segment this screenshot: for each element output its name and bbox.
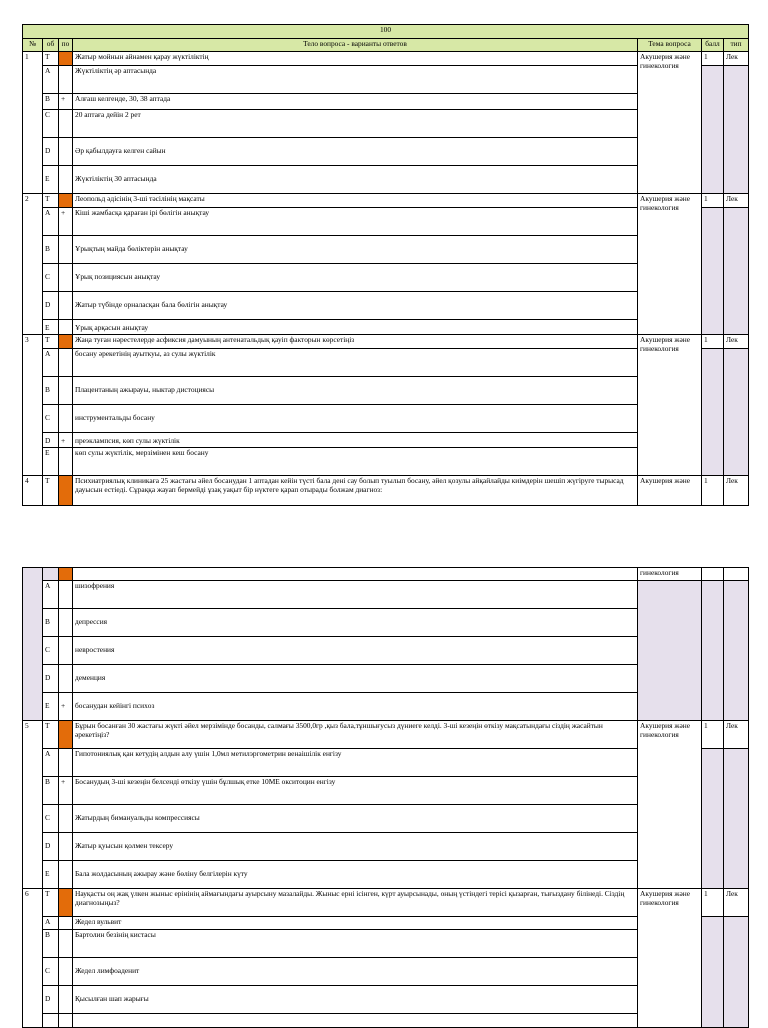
option-letter: A <box>43 749 59 777</box>
option-mark <box>59 292 73 320</box>
tip-blank <box>724 66 749 194</box>
option-mark <box>59 833 73 861</box>
question-row <box>23 335 749 349</box>
option-text: Қысылған шап жарығы <box>73 986 638 1014</box>
question-tip: Лек <box>724 721 749 749</box>
question-stem: Науқасты оң жақ үлкен жыныс ерінінің аймағындағы ауырсыну мазалайды. Жыныс ерні ісінген, күрт ауырсынады, оның үстіндегі терісі қызарған, тығыздану білінеді. Сіздің диагнозыңыз? <box>73 889 638 917</box>
question-row <box>23 52 749 66</box>
stem-letter: T <box>43 721 59 749</box>
question-ball: 1 <box>702 194 724 208</box>
option-letter: D <box>43 833 59 861</box>
option-text: босанудан кейінгі псиxоз <box>73 693 638 721</box>
option-mark <box>59 930 73 958</box>
option-mark: + <box>59 208 73 236</box>
option-letter: C <box>43 110 59 138</box>
option-letter: C <box>43 264 59 292</box>
stem-letter: T <box>43 335 59 349</box>
option-mark <box>59 986 73 1014</box>
column-header-body: Тело вопроса - варианты ответов <box>73 39 638 52</box>
option-mark <box>59 349 73 377</box>
option-letter: B <box>43 777 59 805</box>
option-text-blank <box>73 1014 638 1028</box>
question-topic: Акушерия және гинекология <box>638 721 702 889</box>
question-number-blank <box>23 568 43 721</box>
question-tip: Лек <box>724 194 749 208</box>
option-mark <box>59 320 73 335</box>
option-letter: E <box>43 166 59 194</box>
ball-blank <box>702 66 724 194</box>
option-text: 20 аптаға дейін 2 рет <box>73 110 638 138</box>
option-text: Жатыр түбінде орналасқан бала бөлігін анықтау <box>73 292 638 320</box>
question-ball: 1 <box>702 52 724 66</box>
question-stem: Психиатриялық клиникаға 25 жастағы әйел босанудан 1 аптадан кейін түсті бала дені сау болып туылып босану, әйел қозулы айқайлайды киімдерін шешіп жүгіруге тырысад дауысын естіеді. Сұраққа жауап бермейді ұзақ уақыт бір нүктеге қарап отырады болжам диагноз: <box>73 476 638 506</box>
option-mark <box>59 405 73 433</box>
option-mark <box>59 377 73 405</box>
question-tip: Лек <box>724 52 749 66</box>
option-text: деменция <box>73 665 638 693</box>
option-letter: A <box>43 917 59 930</box>
option-text: Жедел лимфоаденит <box>73 958 638 986</box>
stem-marker <box>59 721 73 749</box>
option-text: Босанудың 3-ші кезеңін белсенді өткізу үшін бұлшық етке 10МЕ окситоцин енгізу <box>73 777 638 805</box>
stem-letter: T <box>43 52 59 66</box>
option-letter: B <box>43 930 59 958</box>
stem-letter: T <box>43 889 59 917</box>
option-text: Жүктіліктің әр аптасында <box>73 66 638 94</box>
option-text: Жүктіліктің 30 аптасында <box>73 166 638 194</box>
option-letter: E <box>43 693 59 721</box>
option-mark <box>59 166 73 194</box>
question-topic: Акушерия және гинекология <box>638 52 702 194</box>
question-topic: Акушерия және гинекология <box>638 335 702 476</box>
column-header-ob: об <box>43 39 59 52</box>
column-header-number: № <box>23 39 43 52</box>
question-ball: 1 <box>702 476 724 506</box>
question-tip: Лек <box>724 476 749 506</box>
tip-blank <box>724 749 749 889</box>
option-letter: E <box>43 320 59 335</box>
option-letter: E <box>43 448 59 476</box>
question-number: 6 <box>23 889 43 1028</box>
stem-letter: T <box>43 476 59 506</box>
question-number: 5 <box>23 721 43 889</box>
option-mark <box>59 805 73 833</box>
stem-marker <box>59 889 73 917</box>
option-mark <box>59 958 73 986</box>
option-mark <box>59 665 73 693</box>
question-row <box>23 721 749 749</box>
stem-letter: T <box>43 194 59 208</box>
question-row <box>23 476 749 506</box>
option-mark <box>59 138 73 166</box>
question-number: 1 <box>23 52 43 194</box>
option-letter: A <box>43 349 59 377</box>
stem-marker <box>59 52 73 66</box>
question-tip: Лек <box>724 335 749 349</box>
option-mark <box>59 917 73 930</box>
option-text: Жедел вульвит <box>73 917 638 930</box>
questions-table-page-2 <box>22 567 749 1028</box>
question-row <box>23 194 749 208</box>
option-mark <box>59 264 73 292</box>
column-header-po: по <box>59 39 73 52</box>
stem-marker <box>59 476 73 506</box>
option-mark <box>59 749 73 777</box>
question-stem: Леопольд әдісінің 3-ші тәсілінің мақсаты <box>73 194 638 208</box>
question-number: 4 <box>23 476 43 506</box>
tip-blank <box>724 349 749 476</box>
option-letter: A <box>43 208 59 236</box>
option-mark: + <box>59 777 73 805</box>
column-header-topic: Тема вопроса <box>638 39 702 52</box>
option-letter: A <box>43 581 59 609</box>
column-header-ball: балл <box>702 39 724 52</box>
question-number: 2 <box>23 194 43 335</box>
question-ball: 1 <box>702 721 724 749</box>
ball-blank <box>702 208 724 335</box>
option-letter: E <box>43 861 59 889</box>
option-text: босану әрекетінің ауыткуы, аз сулы жүктілік <box>73 349 638 377</box>
question-topic: гинекология <box>638 568 702 581</box>
option-text: Гипотониялық қан кетудің алдын алу үшін 1,0мл метилэргометрин венаішілік енгізу <box>73 749 638 777</box>
option-letter: C <box>43 805 59 833</box>
tip-blank <box>724 208 749 335</box>
option-text: инструментальды босану <box>73 405 638 433</box>
option-text: Жатыр қуысын қолмен тексеру <box>73 833 638 861</box>
tip-blank <box>724 568 749 581</box>
option-text: Ұрық позициясын анықтау <box>73 264 638 292</box>
option-mark: + <box>59 693 73 721</box>
option-mark-blank <box>59 1014 73 1028</box>
option-mark <box>59 609 73 637</box>
option-text: көп сулы жүктілік, мерзімінен кеш босану <box>73 448 638 476</box>
question-topic: Акушерия және гинекология <box>638 194 702 335</box>
option-mark <box>59 637 73 665</box>
option-text: Бала жолдасының ажырау және бөліну белгілерін күту <box>73 861 638 889</box>
option-text: Ұрықтың майда бөліктерін анықтау <box>73 236 638 264</box>
option-mark: + <box>59 433 73 448</box>
question-tip: Лек <box>724 889 749 917</box>
option-text: шизофрения <box>73 581 638 609</box>
stem-marker <box>59 194 73 208</box>
ball-blank <box>702 749 724 889</box>
tip-blank <box>724 917 749 1028</box>
option-text: Кіші жамбасқа қараған ірі бөлігін анықтау <box>73 208 638 236</box>
ball-blank <box>702 917 724 1028</box>
option-mark <box>59 448 73 476</box>
option-letter: D <box>43 292 59 320</box>
option-text: невростения <box>73 637 638 665</box>
option-mark <box>59 66 73 94</box>
option-letter: D <box>43 138 59 166</box>
option-text: Бартолин безінің кистасы <box>73 930 638 958</box>
option-letter: B <box>43 236 59 264</box>
option-letter: B <box>43 609 59 637</box>
option-letter: D <box>43 665 59 693</box>
option-letter: B <box>43 94 59 110</box>
question-topic: Акушерия және <box>638 476 702 506</box>
option-mark <box>59 861 73 889</box>
option-letter: C <box>43 405 59 433</box>
option-letter: B <box>43 377 59 405</box>
question-ball: 1 <box>702 889 724 917</box>
option-mark <box>59 236 73 264</box>
option-text: преэклампсия, көп сулы жүктілік <box>73 433 638 448</box>
question-ball: 1 <box>702 335 724 349</box>
topic-blank <box>638 581 702 721</box>
tip-blank <box>724 581 749 721</box>
question-stem: Жаңа туған нәрестелерде асфиксия дамуының антенатальдық қауіп факторын көрсетіңіз <box>73 335 638 349</box>
option-letter: C <box>43 637 59 665</box>
option-row <box>23 581 749 609</box>
stem-letter-blank <box>43 568 59 581</box>
option-mark: + <box>59 94 73 110</box>
question-stem: Бұрын босанған 30 жастағы жүкті әйел мерзімінде босанды, салмағы 3500,0гр ,қыз бала,тұншығусыз дүниеге келді. 3-ші кезеңін өткізу мақсатындағы сіздің жасайтын әрекетіңіз? <box>73 721 638 749</box>
ball-blank <box>702 581 724 721</box>
table-title: 100 <box>23 25 749 39</box>
stem-marker <box>59 335 73 349</box>
column-header-tip: тип <box>724 39 749 52</box>
option-letter-blank <box>43 1014 59 1028</box>
question-row <box>23 568 749 581</box>
question-stem-continued <box>73 568 638 581</box>
ball-blank <box>702 349 724 476</box>
option-mark <box>59 110 73 138</box>
option-letter: D <box>43 433 59 448</box>
stem-marker <box>59 568 73 581</box>
question-stem: Жатыр мойнын айнамен қарау жүктіліктің <box>73 52 638 66</box>
ball-blank <box>702 568 724 581</box>
question-number: 3 <box>23 335 43 476</box>
question-row <box>23 889 749 917</box>
option-text: Жатырдың бимануальды компрессиясы <box>73 805 638 833</box>
option-letter: D <box>43 986 59 1014</box>
option-text: Плацентаның ажырауы, ныктар дистоциясы <box>73 377 638 405</box>
option-text: депрессия <box>73 609 638 637</box>
questions-table-page-1 <box>22 24 749 506</box>
option-letter: C <box>43 958 59 986</box>
option-text: Әр қабылдауға келген сайын <box>73 138 638 166</box>
option-text: Ұрық арқасын анықтау <box>73 320 638 335</box>
option-letter: A <box>43 66 59 94</box>
option-mark <box>59 581 73 609</box>
question-topic: Акушерия және гинекология <box>638 889 702 1028</box>
option-text: Алғаш келгенде, 30, 38 аптада <box>73 94 638 110</box>
